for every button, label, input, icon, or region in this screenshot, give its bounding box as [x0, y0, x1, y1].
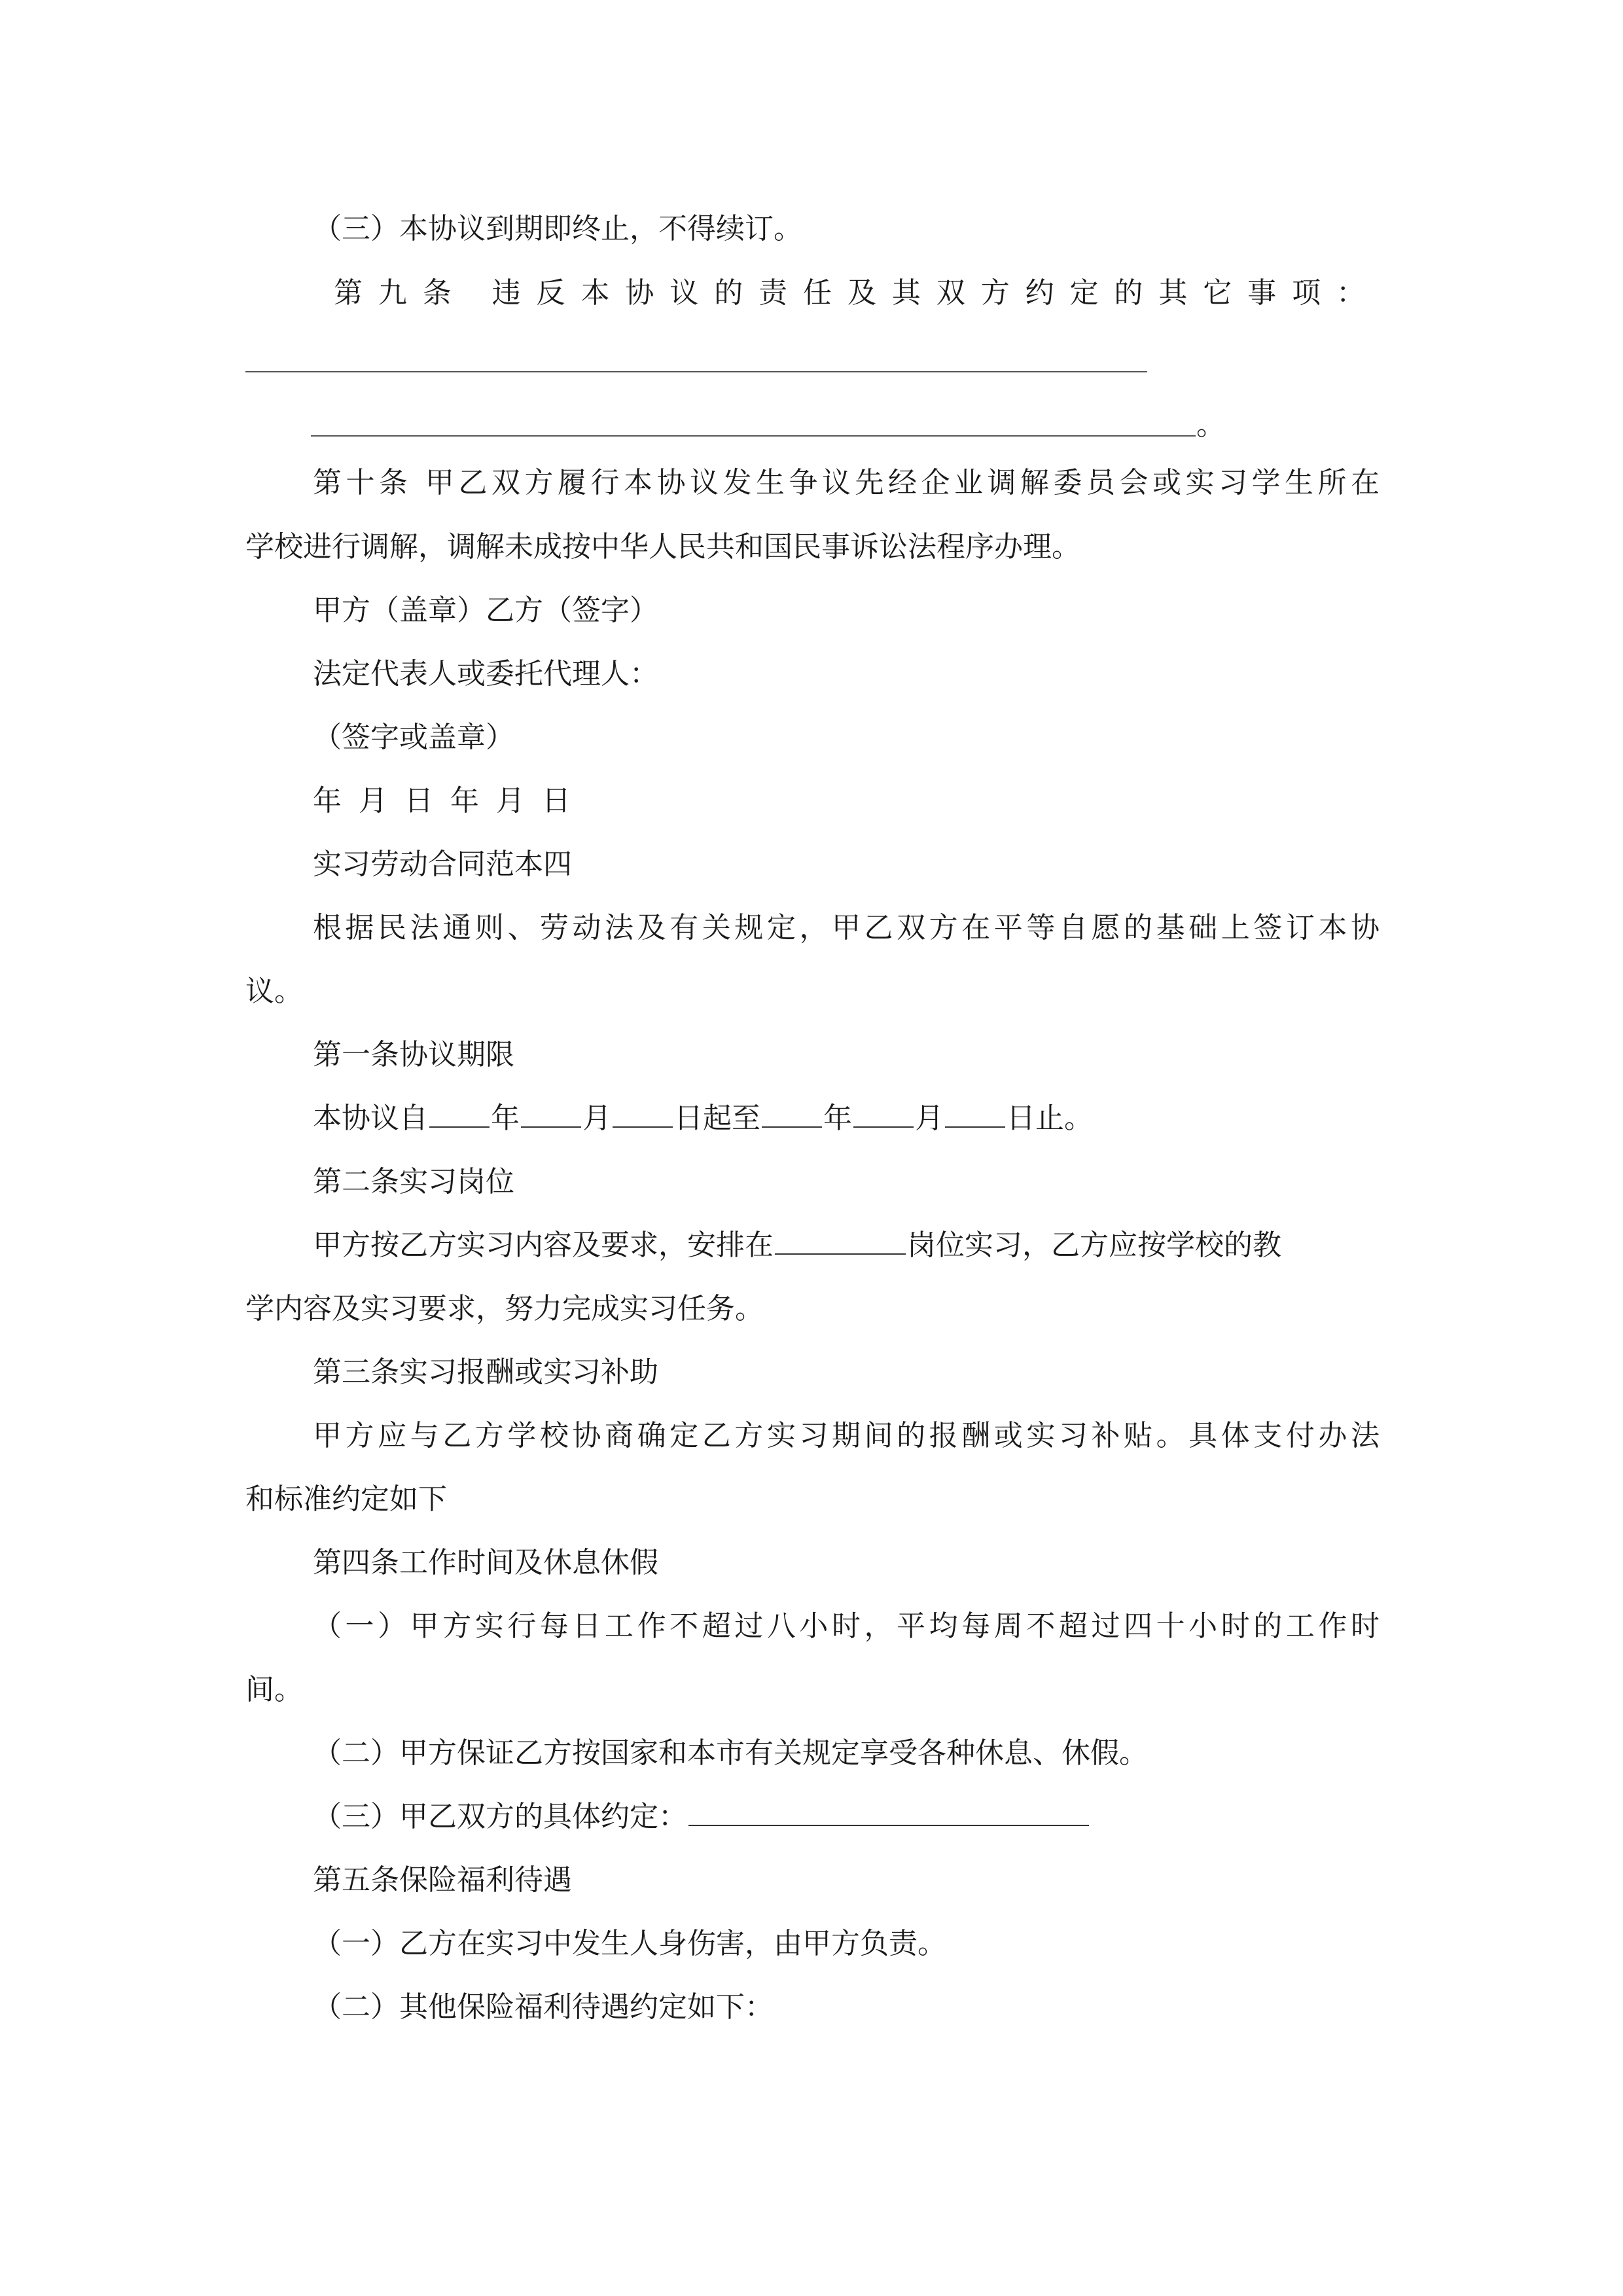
- fill-in-blank-line: [311, 435, 1196, 437]
- text-segment: 岗位实习，乙方应按学校的教: [907, 1229, 1281, 1262]
- paragraph-line: （二）甲方保证乙方按国家和本市有关规定享受各种休息、休假。: [313, 1736, 1148, 1770]
- agreement-period-line: [313, 1099, 1093, 1138]
- article-heading: 第三条实习报酬或实习补助: [313, 1355, 658, 1389]
- contract-title: 实习劳动合同范本四: [313, 848, 572, 881]
- paragraph-line: 和标准约定如下: [245, 1482, 447, 1516]
- signature-party-line: 甲方（盖章）乙方（签字）: [313, 594, 658, 627]
- position-line: [313, 1226, 1380, 1265]
- text-segment: 日起至: [674, 1102, 760, 1135]
- blank-position: [775, 1227, 906, 1255]
- text-segment: 月: [915, 1102, 944, 1135]
- text-segment: 月: [582, 1102, 611, 1135]
- blank-year: [429, 1100, 490, 1128]
- paragraph-line: 根据民法通则、劳动法及有关规定，甲乙双方在平等自愿的基础上签订本协: [313, 911, 1380, 944]
- fill-in-blank-line: [245, 371, 1147, 372]
- paragraph-line: 学校进行调解，调解未成按中华人民共和国民事诉讼法程序办理。: [245, 530, 1080, 564]
- signature-representative-line: 法定代表人或委托代理人：: [313, 657, 658, 691]
- text-segment: 年: [823, 1102, 852, 1135]
- paragraph-line: 学内容及实习要求，努力完成实习任务。: [245, 1292, 764, 1325]
- blank-day: [945, 1100, 1005, 1128]
- signature-note-line: （签字或盖章）: [313, 721, 514, 754]
- text-segment: （三）甲乙双方的具体约定：: [313, 1800, 687, 1833]
- article-ten-line: 第十条 甲乙双方履行本协议发生争议先经企业调解委员会或实习学生所在: [313, 466, 1380, 499]
- blank-month: [853, 1100, 914, 1128]
- blank-specific-agreement: [688, 1799, 1089, 1826]
- article-heading: 第一条协议期限: [313, 1038, 514, 1071]
- paragraph-line: （二）其他保险福利待遇约定如下：: [313, 1990, 774, 2024]
- article-heading: 第二条实习岗位: [313, 1165, 514, 1198]
- text-segment: 日止。: [1007, 1102, 1093, 1135]
- article-heading: 第四条工作时间及休息休假: [313, 1546, 658, 1579]
- blank-year: [762, 1100, 822, 1128]
- paragraph-line: （一）乙方在实习中发生人身伤害，由甲方负责。: [313, 1927, 946, 1960]
- text-segment: 甲方按乙方实习内容及要求，安排在: [313, 1229, 774, 1262]
- blank-day: [613, 1100, 673, 1128]
- article-heading: 第五条保险福利待遇: [313, 1863, 572, 1897]
- paragraph-line: 间。: [245, 1673, 303, 1706]
- paragraph-line: 甲方应与乙方学校协商确定乙方实习期间的报酬或实习补贴。具体支付办法: [313, 1419, 1380, 1452]
- date-line: 年 月 日 年 月 日: [313, 784, 571, 817]
- blank-month: [521, 1100, 581, 1128]
- text-segment: 年: [491, 1102, 520, 1135]
- article-nine-heading: 第九条 违反本协议的责任及其双方约定的其它事项：: [334, 276, 1365, 310]
- text-segment: 本协议自: [313, 1102, 428, 1135]
- paragraph-line: （三）本协议到期即终止，不得续订。: [313, 212, 802, 245]
- specific-agreement-line: [313, 1797, 1090, 1837]
- paragraph-line: 议。: [245, 975, 303, 1008]
- paragraph-line: （一）甲方实行每日工作不超过八小时，平均每周不超过四十小时的工作时: [313, 1609, 1380, 1643]
- sentence-end-mark: 。: [1196, 408, 1225, 442]
